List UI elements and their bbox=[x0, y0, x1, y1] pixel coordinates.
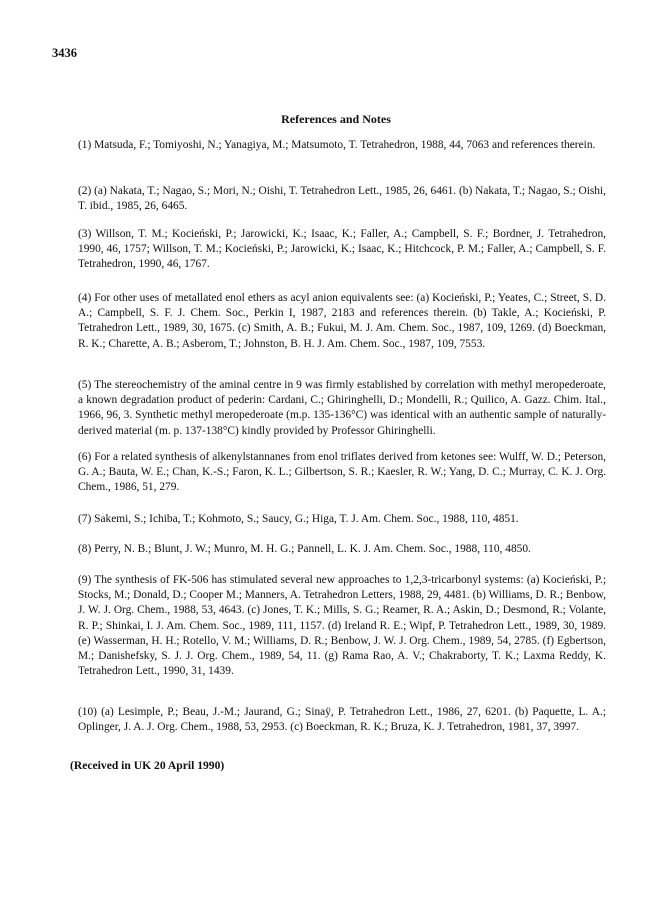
reference-1: (1) Matsuda, F.; Tomiyoshi, N.; Yanagiya, M.; Matsumoto, T. Tetrahedron, 1988, 44, 7063 and references therein. bbox=[78, 139, 596, 151]
references-heading: References and Notes bbox=[281, 112, 391, 126]
reference-5: (5) The stereochemistry of the aminal centre in 9 was firmly established by correlation with methyl meropederoate, a known degradation product of pederin: Cardani, C.; Ghiringhelli, D.; Mondelli, R.; Quilico, A. Gazz. Chim. Ital., 1966, 96, 3. Synthetic methyl meropederoate (m.p. 135-136°C) was identical with an authentic sample of naturally-derived material (m. p. 137-138°C) kindly provided by Professor Ghiringhelli. bbox=[78, 379, 606, 437]
reference-6: (6) For a related synthesis of alkenylstannanes from enol triflates derived from ketones see: Wulff, W. D.; Peterson, G. A.; Bauta, W. E.; Chan, K.-S.; Faron, K. L.; Gilbertson, S. R.; Kaesler, R. W.; Yang, D. C.; Murray, C. K. J. Org. Chem., 1986, 51, 279. bbox=[78, 451, 606, 494]
reference-7: (7) Sakemi, S.; Ichiba, T.; Kohmoto, S.; Saucy, G.; Higa, T. J. Am. Chem. Soc., 1988, 110, 4851. bbox=[78, 513, 519, 525]
reference-10: (10) (a) Lesimple, P.; Beau, J.-M.; Jaurand, G.; Sinaÿ, P. Tetrahedron Lett., 1986, 27, 6201. (b) Paquette, L. A.; Oplinger, J. A. J. Org. Chem., 1988, 53, 2953. (c) Boeckman, R. K.; Bruza, K. J. Tetrahedron, 1981, 37, 3997. bbox=[78, 706, 606, 734]
reference-8: (8) Perry, N. B.; Blunt, J. W.; Munro, M. H. G.; Pannell, L. K. J. Am. Chem. Soc., 1988, 110, 4850. bbox=[78, 543, 531, 555]
page-number: 3436 bbox=[52, 46, 77, 60]
reference-3: (3) Willson, T. M.; Kocieński, P.; Jarowicki, K.; Isaac, K.; Faller, A.; Campbell, S. F.; Bordner, J. Tetrahedron, 1990, 46, 1757; Willson, T. M.; Kocieński, P.; Jarowicki, K.; Isaac, K.; Hitchcock, P. M.; Faller, A.; Campbell, S. F. Tetrahedron, 1990, 46, 1767. bbox=[78, 228, 606, 271]
reference-2: (2) (a) Nakata, T.; Nagao, S.; Mori, N.; Oishi, T. Tetrahedron Lett., 1985, 26, 6461. (b) Nakata, T.; Nagao, S.; Oishi, T. ibid., 1985, 26, 6465. bbox=[78, 185, 606, 213]
reference-4: (4) For other uses of metallated enol ethers as acyl anion equivalents see: (a) Kocieński, P.; Yeates, C.; Street, S. D. A.; Campbell, S. F. J. Chem. Soc., Perkin I, 1987, 2183 and references therein. (b) Takle, A.; Kocieński, P. Tetrahedron Lett., 1989, 30, 1675. (c) Smith, A. B.; Fukui, M. J. Am. Chem. Soc., 1987, 109, 1269. (d) Boeckman, R. K.; Charette, A. B.; Asberom, T.; Johnston, B. H. J. Am. Chem. Soc., 1987, 109, 7553. bbox=[78, 292, 606, 350]
reference-9: (9) The synthesis of FK-506 has stimulated several new approaches to 1,2,3-tricarbonyl systems: (a) Kocieński, P.; Stocks, M.; Donald, D.; Cooper M.; Manners, A. Tetrahedron Letters, 1988, 29, 4481. (b) Williams, D. R.; Benbow, J. W. J. Org. Chem., 1988, 53, 4643. (c) Jones, T. K.; Mills, S. G.; Reamer, R. A.; Askin, D.; Desmond, R.; Volante, R. P.; Shinkai, I. J. Am. Chem. Soc., 1989, 111, 1157. (d) Ireland R. E.; Wipf, P. Tetrahedron Lett., 1989, 30, 1989. (e) Wasserman, H. H.; Rotello, V. M.; Williams, D. R.; Benbow, J. W. J. Org. Chem., 1989, 54, 2785. (f) Egbertson, M.; Danishefsky, S. J. J. Org. Chem., 1989, 54, 11. (g) Rama Rao, A. V.; Chakraborty, T. K.; Laxma Reddy, K. Tetrahedron Lett., 1990, 31, 1439. bbox=[78, 574, 606, 678]
received-note: (Received in UK 20 April 1990) bbox=[70, 759, 225, 772]
